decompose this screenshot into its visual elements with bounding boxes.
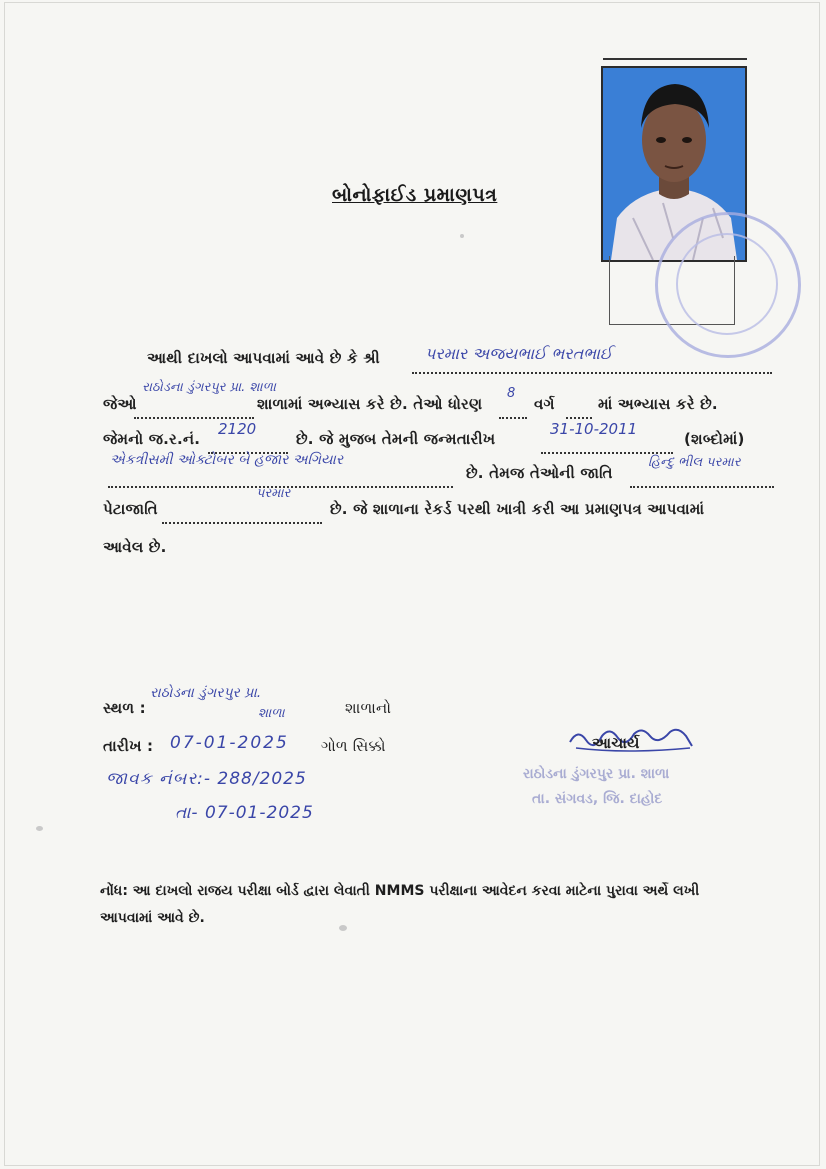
place-label: સ્થળ : [103, 699, 146, 717]
school-name-field [134, 401, 254, 419]
place-value-line1: રાઠોડના ડુંગરપુર પ્રા. [150, 685, 262, 701]
sub-caste-value: પરમાર [256, 486, 291, 501]
line2-suffix: માં અભ્યાસ કરે છે. [598, 395, 718, 413]
speck [460, 234, 464, 238]
line2-prefix: જેઓ [103, 395, 137, 413]
line5-prefix: પેટાજાતિ [103, 500, 158, 518]
gr-number-value: 2120 [218, 420, 257, 438]
photo-top-line [603, 58, 747, 60]
outward-date: તા- 07-01-2025 [175, 803, 314, 823]
caste-value: હિન્દુ ભીલ પરમાર [648, 455, 741, 470]
note-line1: નોંધ: આ દાખલો રાજય પરીક્ષા બોર્ડ દ્વારા લેવાતી NMMS પરીક્ષાના આવેદન કરવા માટેના પુરાવા અર્થે લખી [100, 883, 700, 899]
date-value: 07-01-2025 [170, 733, 289, 753]
sub-caste-field [162, 506, 322, 524]
place-value-line2: શાળા [258, 706, 285, 721]
page-title: બોનોફાઈડ પ્રમાણપત્ર [332, 184, 498, 206]
line3-prefix: જેમનો જ.ર.નં. [103, 430, 201, 448]
signature-address: તા. સંગવડ, જિ. દાહોદ [532, 791, 663, 807]
school-round-stamp-inner [676, 233, 778, 335]
date-suffix: ગોળ સિક્કો [321, 737, 386, 755]
line6: આવેલ છે. [103, 538, 167, 556]
birth-date-field [541, 436, 673, 454]
birth-date-value: 31-10-2011 [550, 420, 638, 438]
line2-class: વર્ગ [534, 395, 555, 413]
line1-prefix: આથી દાખલો આપવામાં આવે છે કે શ્રી [147, 349, 380, 367]
student-name-value: પરમાર અજયભાઈ ભરતભાઈ [425, 344, 613, 363]
speck [36, 826, 43, 831]
standard-value: 8 [507, 386, 516, 401]
class-field [566, 401, 592, 419]
caste-field [630, 470, 774, 488]
place-suffix: શાળાનો [345, 699, 392, 717]
standard-field [499, 401, 527, 419]
note-line2: આપવામાં આવે છે. [100, 910, 205, 926]
date-label: તારીખ : [103, 737, 154, 755]
birth-date-words-value: એકત્રીસમી ઓક્ટોબર બે હજાર અગિયાર [110, 452, 344, 468]
school-round-stamp [655, 212, 801, 358]
signature-school: રાઠોડના ડુંગરપુર પ્રા. શાળા [523, 766, 670, 782]
line2-mid: શાળામાં અભ્યાસ કરે છે. તેઓ ધોરણ [257, 395, 483, 413]
signature-title: આચાર્ય [592, 734, 640, 752]
line3-suffix: (શબ્દોમાં) [684, 430, 745, 448]
outward-number: જાવક નંબર:- 288/2025 [106, 769, 307, 789]
speck [339, 925, 347, 931]
school-name-value: રાઠોડના ડુંગરપુર પ્રા. શાળા [142, 380, 276, 395]
line4-mid: છે. તેમજ તેઓની જાતિ [466, 464, 613, 482]
line3-mid: છે. જે મુજબ તેમની જન્મતારીખ [296, 430, 496, 448]
line5-suffix: છે. જે શાળાના રેકર્ડ પરથી ખાત્રી કરી આ પ્રમાણપત્ર આપવામાં [330, 500, 705, 518]
